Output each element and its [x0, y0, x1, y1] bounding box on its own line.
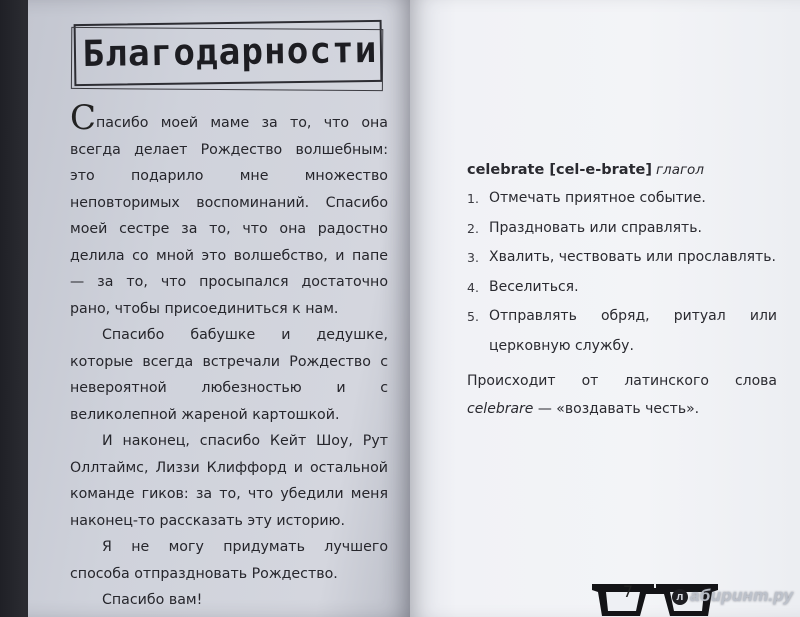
title-frame [74, 20, 383, 86]
paragraph-4: Я не могу придумать лучшего способа отпраздновать Рождество. [70, 539, 388, 582]
definition-number: 3. [467, 250, 479, 265]
paragraph-1-text: пасибо моей маме за то, что она всегда делает Рождество волшебным: это подарило мне множество неповторимых воспоминаний. Спасибо моей сестре за то, что она радостно делила со мной это волшебство, и папе — за то, что просыпался достаточно рано, чтобы присоединиться к нам. [70, 115, 388, 317]
watermark [672, 586, 793, 606]
labirint-logo-icon: л [672, 589, 688, 605]
dictionary-entry [467, 162, 777, 423]
definition-number: 1. [467, 191, 479, 206]
definition-number: 2. [467, 220, 479, 236]
definition-number: 4. [467, 279, 479, 295]
headword-line [467, 162, 777, 178]
definition-number: 5. [467, 309, 479, 324]
paragraph-1 [70, 98, 388, 322]
definition-item [467, 243, 777, 273]
watermark-text: абиринт.ру [690, 586, 794, 605]
definition-item [467, 214, 777, 244]
paragraph-5: Спасибо вам! [102, 592, 203, 608]
word-origin [467, 367, 777, 423]
left-page [28, 0, 414, 617]
definition-text: Праздновать или справлять. [489, 219, 702, 236]
headword: celebrate [cel-e-brate] [467, 162, 652, 178]
definition-list [467, 184, 777, 361]
origin-prefix: Происходит от латинского слова [467, 373, 777, 389]
definition-item [467, 273, 777, 303]
definition-text: Хвалить, чествовать или прославлять. [489, 249, 776, 265]
definition-text: Отмечать приятное событие. [489, 190, 706, 206]
paragraph-2: Спасибо бабушке и дедушке, которые всегда встречали Рождество с невероятной любезностью и с великолепной жареной картошкой. [70, 327, 388, 423]
part-of-speech: глагол [655, 162, 704, 178]
paragraph-3: И наконец, спасибо Кейт Шоу, Рут Оллтаймс, Лиззи Клиффорд и остальной команде гиков: за то, что убедили меня наконец-то рассказать эту историю. [70, 433, 388, 529]
drop-cap: С [70, 98, 97, 138]
definition-item [467, 302, 777, 361]
definition-text: Отправлять обряд, ритуал или церковную службу. [489, 308, 777, 354]
definition-item [467, 184, 777, 214]
acknowledgements-text [70, 98, 388, 614]
right-page [410, 0, 800, 617]
origin-suffix: — «воздавать честь». [533, 401, 700, 417]
page-title: Благодарности [82, 29, 378, 76]
page-number: 7 [622, 582, 634, 601]
definition-text: Веселиться. [489, 278, 579, 295]
origin-word: celebrare [467, 401, 534, 417]
